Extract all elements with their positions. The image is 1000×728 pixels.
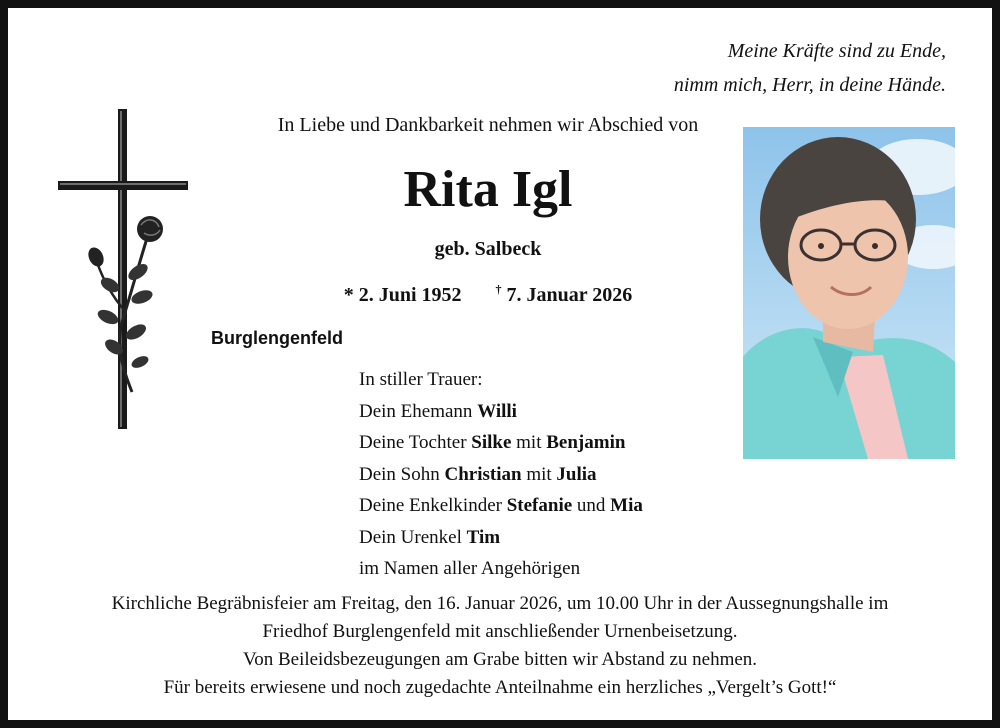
mourner-line: Dein Sohn Christian mit Julia: [359, 463, 597, 485]
funeral-notice: [8, 590, 992, 702]
verse-line-1: Meine Kräfte sind zu Ende,: [727, 40, 946, 62]
verse-line-2: nimm mich, Herr, in deine Hände.: [673, 74, 946, 96]
deceased-name: Rita Igl: [403, 161, 573, 218]
funeral-line-1: Kirchliche Begräbnisfeier am Freitag, den 16. Januar 2026, um 10.00 Uhr in der Aussegnungshalle im: [111, 593, 889, 614]
mourners-heading: In stiller Trauer:: [359, 369, 483, 390]
mourner-line: Deine Tochter Silke mit Benjamin: [359, 432, 626, 453]
mourners-closing: im Namen aller Angehörigen: [359, 558, 581, 579]
condolence-line: Von Beileidsbezeugungen am Grabe bitten wir Abstand zu nehmen.: [242, 649, 758, 670]
mourner-line: Dein Ehemann Willi: [359, 400, 517, 422]
funeral-line-2: Friedhof Burglengenfeld mit anschließender Urnenbeisetzung.: [262, 621, 738, 642]
thanks-line: Für bereits erwiesene und noch zugedachte Anteilnahme ein herzliches „Vergelt’s Gott!“: [163, 677, 837, 698]
birth-name: geb. Salbeck: [434, 238, 542, 260]
cross-with-rose-icon: [52, 107, 192, 432]
death-date: 7. Januar 2026: [506, 284, 633, 306]
birth-date: * 2. Juni 1952: [343, 284, 462, 306]
life-dates: [233, 284, 743, 307]
intro-text: In Liebe und Dankbarkeit nehmen wir Abschied von: [277, 114, 699, 136]
death-symbol: †: [495, 282, 502, 296]
portrait-photo: [743, 127, 955, 459]
mourner-line: Deine Enkelkinder Stefanie und Mia: [359, 495, 643, 516]
residence-place: Burglengenfeld: [211, 328, 344, 348]
mourner-line: Dein Urenkel Tim: [359, 526, 501, 548]
mourners-list: [359, 364, 643, 585]
